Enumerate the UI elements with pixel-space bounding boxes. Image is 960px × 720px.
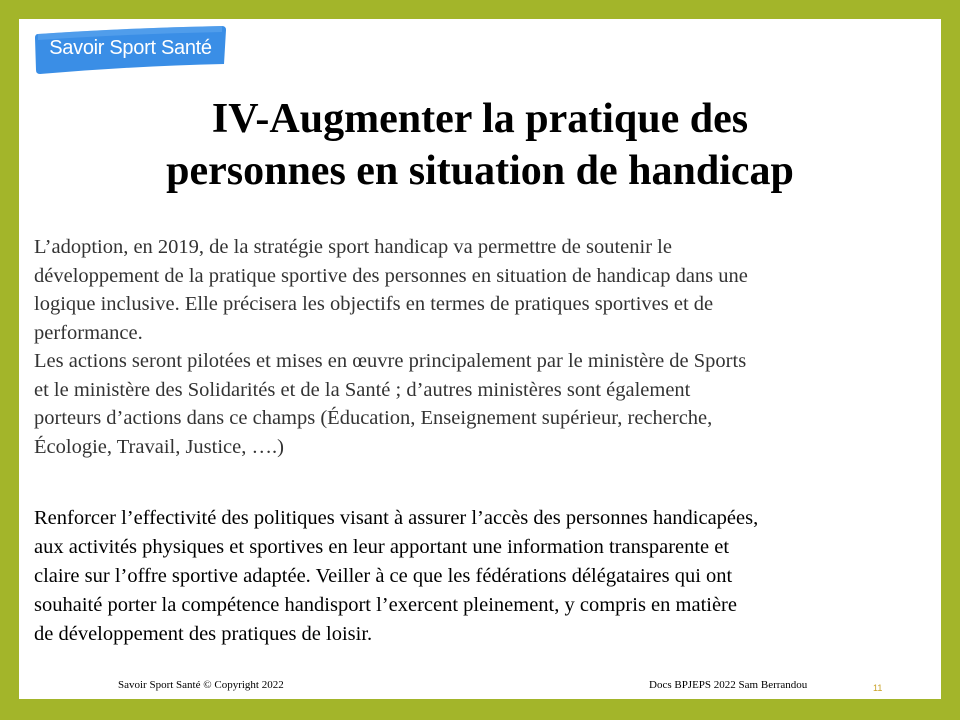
paragraph-line: Renforcer l’effectivité des politiques visant à assurer l’accès des personnes handicapées, (34, 507, 759, 529)
slide-title (19, 93, 941, 197)
paragraph-strategy (34, 233, 929, 461)
paragraph-line: souhaité porter la compétence handisport l’exercent pleinement, y compris en matière (34, 594, 737, 616)
paragraph-line: porteurs d’actions dans ce champs (Éducation, Enseignement supérieur, recherche, (34, 407, 713, 429)
paragraph-line: claire sur l’offre sportive adaptée. Veiller à ce que les fédérations délégataires qui ont (34, 565, 733, 587)
paragraph-line: Les actions seront pilotées et mises en œuvre principalement par le ministère de Sports (34, 350, 747, 372)
paragraph-line: et le ministère des Solidarités et de la Santé ; d’autres ministères sont également (34, 378, 691, 401)
paragraph-line: Écologie, Travail, Justice, ….) (34, 435, 284, 458)
title-line: personnes en situation de handicap (166, 148, 794, 194)
title-line: IV-Augmenter la pratique des (211, 96, 749, 142)
logo-text: Savoir Sport Santé (49, 36, 212, 59)
footer-copyright: Savoir Sport Santé © Copyright 2022 (118, 679, 284, 691)
footer-author: Docs BPJEPS 2022 Sam Berrandou (649, 679, 808, 691)
paragraph-line: de développement des pratiques de loisir. (34, 623, 373, 645)
paragraph-line: développement de la pratique sportive des personnes en situation de handicap dans une (34, 264, 748, 287)
paragraph-line: logique inclusive. Elle précisera les objectifs en termes de pratiques sportives et de (34, 293, 714, 315)
paragraph-objectives (34, 504, 934, 649)
paragraph-line: performance. (34, 321, 143, 344)
savoir-sport-sante-logo (34, 26, 227, 74)
paragraph-line: L’adoption, en 2019, de la stratégie sport handicap va permettre de soutenir le (34, 236, 672, 258)
page-number: 11 (873, 683, 883, 693)
slide (19, 19, 941, 699)
paragraph-line: aux activités physiques et sportives en leur apportant une information transparente et (34, 536, 730, 558)
